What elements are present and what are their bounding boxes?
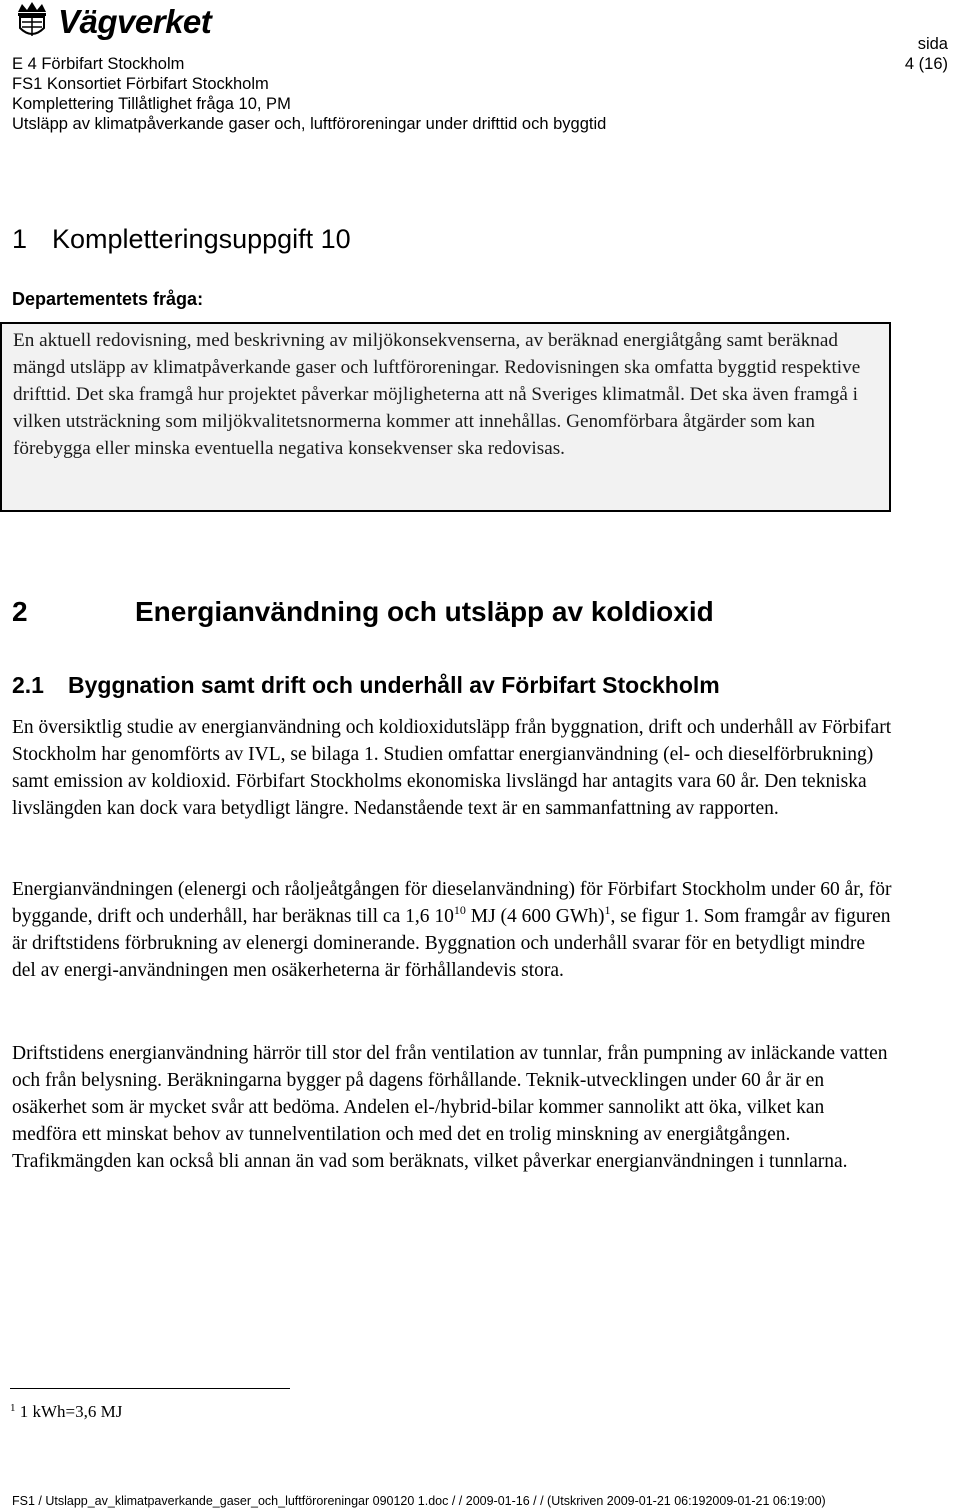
footnote-text: 1 kWh=3,6 MJ <box>15 1402 123 1421</box>
section-2-title: Energianvändning och utsläpp av koldioxid <box>135 596 714 627</box>
header-line-project: E 4 Förbifart Stockholm <box>12 55 185 73</box>
footnote-separator <box>10 1388 290 1389</box>
section-1-heading <box>12 224 351 255</box>
crown-crest-icon <box>8 0 56 42</box>
footnote-reference[interactable]: 1 <box>604 903 611 917</box>
header-line-consortium: FS1 Konsortiet Förbifart Stockholm <box>12 75 269 93</box>
question-box <box>0 322 891 512</box>
exponent: 10 <box>453 903 466 917</box>
footnote <box>10 1400 122 1424</box>
page-number: 4 (16) <box>904 55 948 73</box>
vagverket-logo <box>8 0 228 42</box>
page-label: sida <box>917 35 948 53</box>
subsection-2-1-number: 2.1 <box>12 672 44 698</box>
paragraph-2-part2: MJ (4 600 GWh) <box>465 906 605 927</box>
section-1-number: 1 <box>12 224 28 254</box>
section-1-title: Kompletteringsuppgift 10 <box>52 224 351 254</box>
paragraph-2-part1: Energianvändningen (elenergi och råoljeåtgången för dieselanvändning) för Förbifart Stockholm under 60 år, för byggande, drift och underhåll, har beräknas till ca 1,6 10 <box>12 879 892 927</box>
question-text: En aktuell redovisning, med beskrivning av miljökonsekvenserna, av beräknad energiåtgång samt beräknad mängd utsläpp av klimatpåverkande gaser och luftföroreningar. Redovisningen ska omfatta byggtid respektive drifttid. Det ska framgå hur projektet påverkar möjligheterna att nå Sveriges klimatmål. Det ska även framgå i vilken utsträckning som miljökvalitetsnormerna kommer att innehållas. Genomförbara åtgärder som kan förebygga eller minska eventuella negativa konsekvenser ska redovisas. <box>13 330 861 459</box>
question-label: Departementets fråga: <box>12 289 204 309</box>
header-line-document: Komplettering Tillåtlighet fråga 10, PM <box>12 95 291 113</box>
document-footer: FS1 / Utslapp_av_klimatpaverkande_gaser_och_luftföroreningar 090120 1.doc / / 2009-01-16 / / (Utskriven 2009-01-21 06:192009-01-21 06:19:00) <box>12 1494 826 1508</box>
section-2-heading <box>12 596 714 628</box>
paragraph-2 <box>12 876 892 984</box>
paragraph-2-part3: , se figur 1. Som framgår av figuren är driftstidens förbrukning av elenergi dominerande. Byggnation och underhåll svarar för en betydligt mindre del av energi-användningen men osäkerheterna är förhållandevis stora. <box>12 906 891 981</box>
footnote-mark: 1 <box>10 1402 16 1414</box>
paragraph-1-text: En översiktlig studie av energianvändning och koldioxidutsläpp från byggnation, drift och underhåll av Förbifart Stockholm har genomförts av IVL, se bilaga 1. Studien omfattar energianvändning (el- och dieselförbrukning) samt emission av koldioxid. Förbifart Stockholms ekonomiska livslängd har antagits vara 60 år. Den tekniska livslängden kan dock vara betydligt längre. Nedanstående text är en sammanfattning av rapporten. <box>12 717 892 819</box>
header-line-subject: Utsläpp av klimatpåverkande gaser och, luftföroreningar under drifttid och byggtid <box>12 115 607 133</box>
section-2-number: 2 <box>12 596 28 627</box>
paragraph-2-text <box>12 876 892 984</box>
logo-wordmark: Vägverket <box>58 3 212 40</box>
paragraph-1 <box>12 714 892 822</box>
subsection-2-1-title: Byggnation samt drift och underhåll av Förbifart Stockholm <box>68 672 720 698</box>
paragraph-3 <box>12 1040 892 1175</box>
subsection-2-1-heading <box>12 672 720 699</box>
paragraph-3-text: Driftstidens energianvändning härrör till stor del från ventilation av tunnlar, från pumpning av inläckande vatten och från belysning. Beräkningarna bygger på dagens förhållande. Teknik-utvecklingen under 60 år är en osäkerhet som är mycket svår att bedöma. Andelen el-/hybrid-bilar kommer sannolikt att öka, vilket kan medföra ett minskat behov av tunnelventilation och med det en trolig minskning av energiåtgången. Trafikmängden kan också bli annan än vad som beräknats, vilket påverkar energianvändningen i tunnlarna. <box>12 1043 888 1172</box>
